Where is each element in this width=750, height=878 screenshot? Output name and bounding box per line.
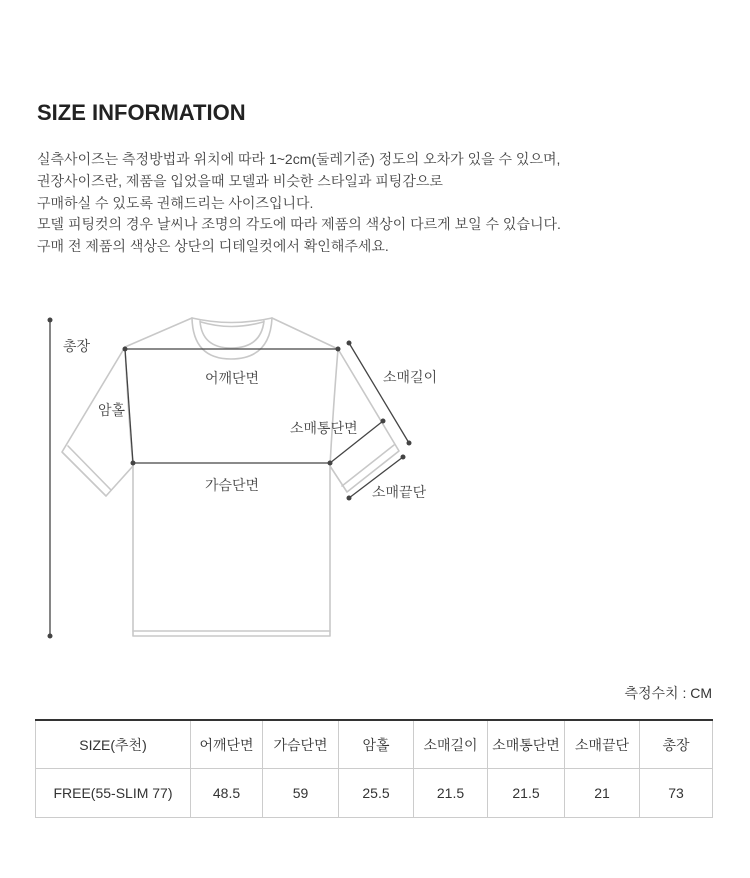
label-chest: 가슴단면 [204, 477, 260, 493]
tshirt-collar-rib [200, 321, 264, 348]
table-cell: 21.5 [488, 769, 565, 818]
measure-dot [347, 496, 352, 501]
table-header-row [36, 720, 713, 769]
measure-dot [131, 461, 136, 466]
table-cell: 21 [565, 769, 640, 818]
page-title: SIZE INFORMATION [37, 100, 246, 125]
tshirt-right-armhole-seam [330, 349, 338, 466]
table-header-cell: 소매통단면 [488, 720, 565, 769]
measure-dot [48, 318, 53, 323]
measure-dot [347, 341, 352, 346]
table-header-cell: 가슴단면 [263, 720, 339, 769]
measure-dot [381, 419, 386, 424]
tshirt-measurement-diagram [0, 290, 750, 650]
label-sleeve-length: 소매길이 [383, 369, 438, 385]
label-shoulder: 어깨단면 [204, 370, 260, 386]
tshirt-back-neckline [192, 318, 272, 323]
measure-dot [336, 347, 341, 352]
notice-line: 구매하실 수 있도록 권해드리는 사이즈입니다. [37, 194, 314, 211]
tshirt-front-neckline [192, 318, 272, 359]
table-cell: 25.5 [339, 769, 414, 818]
table-header-cell: 소매끝단 [565, 720, 640, 769]
table-header-cell: SIZE(추천) [36, 720, 191, 769]
label-total-length: 총장 [63, 338, 91, 354]
measure-line-armhole [125, 349, 133, 463]
tshirt-left-sleeve-hem-stitch [68, 446, 111, 490]
measure-dot [123, 347, 128, 352]
notice-line: 모델 피팅컷의 경우 날씨나 조명의 각도에 따라 제품의 색상이 다르게 보일 수 있습니다. [37, 216, 561, 233]
table-row [36, 769, 713, 818]
table-cell: 73 [640, 769, 713, 818]
table-header-cell: 소매길이 [414, 720, 488, 769]
size-table [35, 719, 713, 818]
table-header-cell: 어깨단면 [191, 720, 263, 769]
table-header-cell: 총장 [640, 720, 713, 769]
measure-dot [48, 634, 53, 639]
size-notice [37, 149, 561, 258]
table-cell: FREE(55-SLIM 77) [36, 769, 191, 818]
tshirt-right-sleeve-hem-stitch [342, 445, 394, 486]
table-cell: 21.5 [414, 769, 488, 818]
measure-dot [407, 441, 412, 446]
notice-line: 실측사이즈는 측정방법과 위치에 따라 1~2cm(둘레기준) 정도의 오차가 있을 수 있으며, [37, 151, 561, 167]
notice-line: 구매 전 제품의 색상은 상단의 디테일컷에서 확인해주세요. [37, 238, 389, 255]
table-cell: 59 [263, 769, 339, 818]
table-header-cell: 암홀 [339, 720, 414, 769]
table-cell: 48.5 [191, 769, 263, 818]
label-sleeve-hem: 소매끝단 [372, 484, 427, 500]
label-armhole: 암홀 [98, 402, 126, 418]
unit-note: 측정수치 : CM [624, 685, 712, 701]
measure-line-sleeve-length [349, 343, 409, 443]
label-sleeve-width: 소매통단면 [290, 420, 358, 436]
notice-line: 권장사이즈란, 제품을 입었을때 모델과 비슷한 스타일과 피팅감으로 [37, 172, 443, 189]
measure-dot [328, 461, 333, 466]
measure-dot [401, 455, 406, 460]
